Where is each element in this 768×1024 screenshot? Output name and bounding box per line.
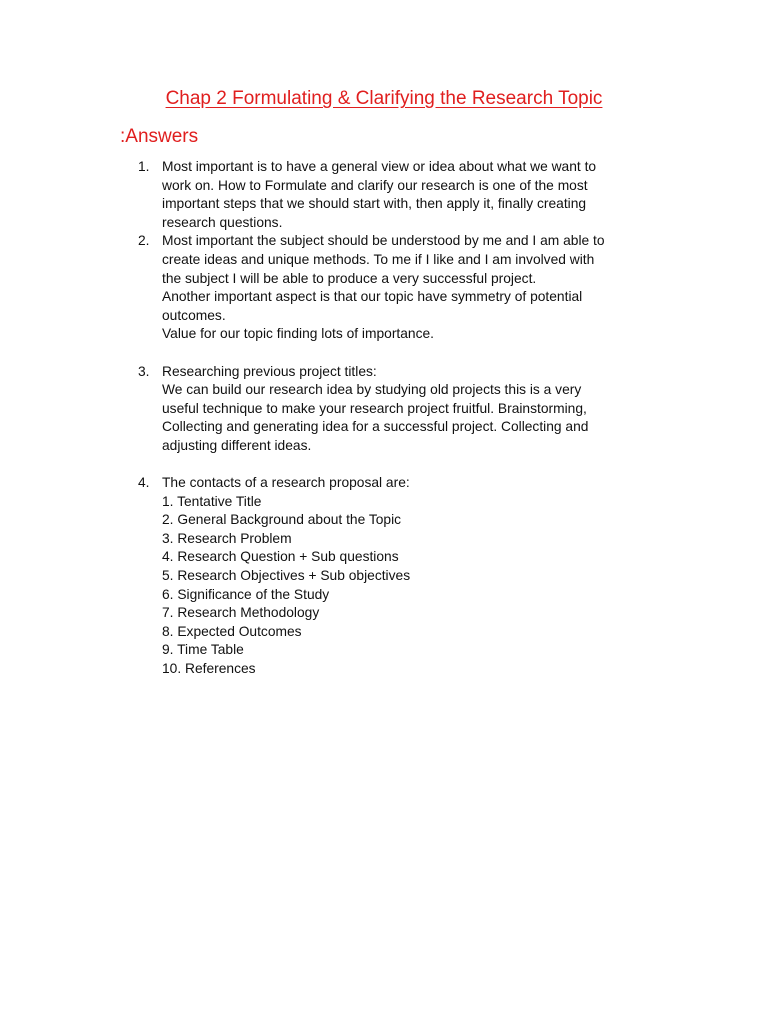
answer-line: Collecting and generating idea for a successful project. Collecting and <box>162 419 589 435</box>
answer-number: 4. <box>138 475 150 491</box>
answer-line: adjusting different ideas. <box>162 437 312 453</box>
answer-item-3 <box>138 363 638 456</box>
answer-item-1 <box>138 158 638 232</box>
answer-line: Most important the subject should be understood by me and I am able to <box>162 233 605 249</box>
answers-heading: :Answers <box>120 126 199 147</box>
answer-line: work on. How to Formulate and clarify our research is one of the most <box>162 177 588 193</box>
answer-line: Another important aspect is that our topic have symmetry of potential <box>162 289 583 305</box>
answer-line: Most important is to have a general view or idea about what we want to <box>162 159 597 174</box>
proposal-part-10: 10. References <box>162 661 256 677</box>
answer-line: The contacts of a research proposal are: <box>162 475 410 491</box>
proposal-part-1: 1. Tentative Title <box>162 493 262 509</box>
proposal-part-8: 8. Expected Outcomes <box>162 623 302 639</box>
proposal-part-4: 4. Research Question + Sub questions <box>162 549 399 565</box>
proposal-part-7: 7. Research Methodology <box>162 605 320 621</box>
answer-item-2 <box>138 232 638 344</box>
answer-line: We can build our research idea by studying old projects this is a very <box>162 382 582 398</box>
answer-line: important steps that we should start with, then apply it, finally creating <box>162 196 587 212</box>
answers-list <box>138 158 638 679</box>
answer-line: Researching previous project titles: <box>162 363 377 379</box>
answer-line: research questions. <box>162 214 283 230</box>
answer-line: outcomes. <box>162 307 226 323</box>
answer-number: 1. <box>138 159 150 174</box>
proposal-part-2: 2. General Background about the Topic <box>162 512 402 528</box>
proposal-part-6: 6. Significance of the Study <box>162 586 330 602</box>
answer-item-4 <box>138 474 638 679</box>
answer-number: 3. <box>138 363 150 379</box>
proposal-part-9: 9. Time Table <box>162 642 244 658</box>
proposal-part-3: 3. Research Problem <box>162 530 292 546</box>
answer-line: create ideas and unique methods. To me if I like and I am involved with <box>162 251 595 267</box>
proposal-part-5: 5. Research Objectives + Sub objectives <box>162 568 411 584</box>
answer-line: the subject I will be able to produce a very successful project. <box>162 270 537 286</box>
answer-line: Value for our topic finding lots of importance. <box>162 326 434 342</box>
answer-line: useful technique to make your research project fruitful. Brainstorming, <box>162 400 587 416</box>
answer-number: 2. <box>138 233 150 249</box>
document-title: Chap 2 Formulating & Clarifying the Research Topic <box>165 88 603 109</box>
